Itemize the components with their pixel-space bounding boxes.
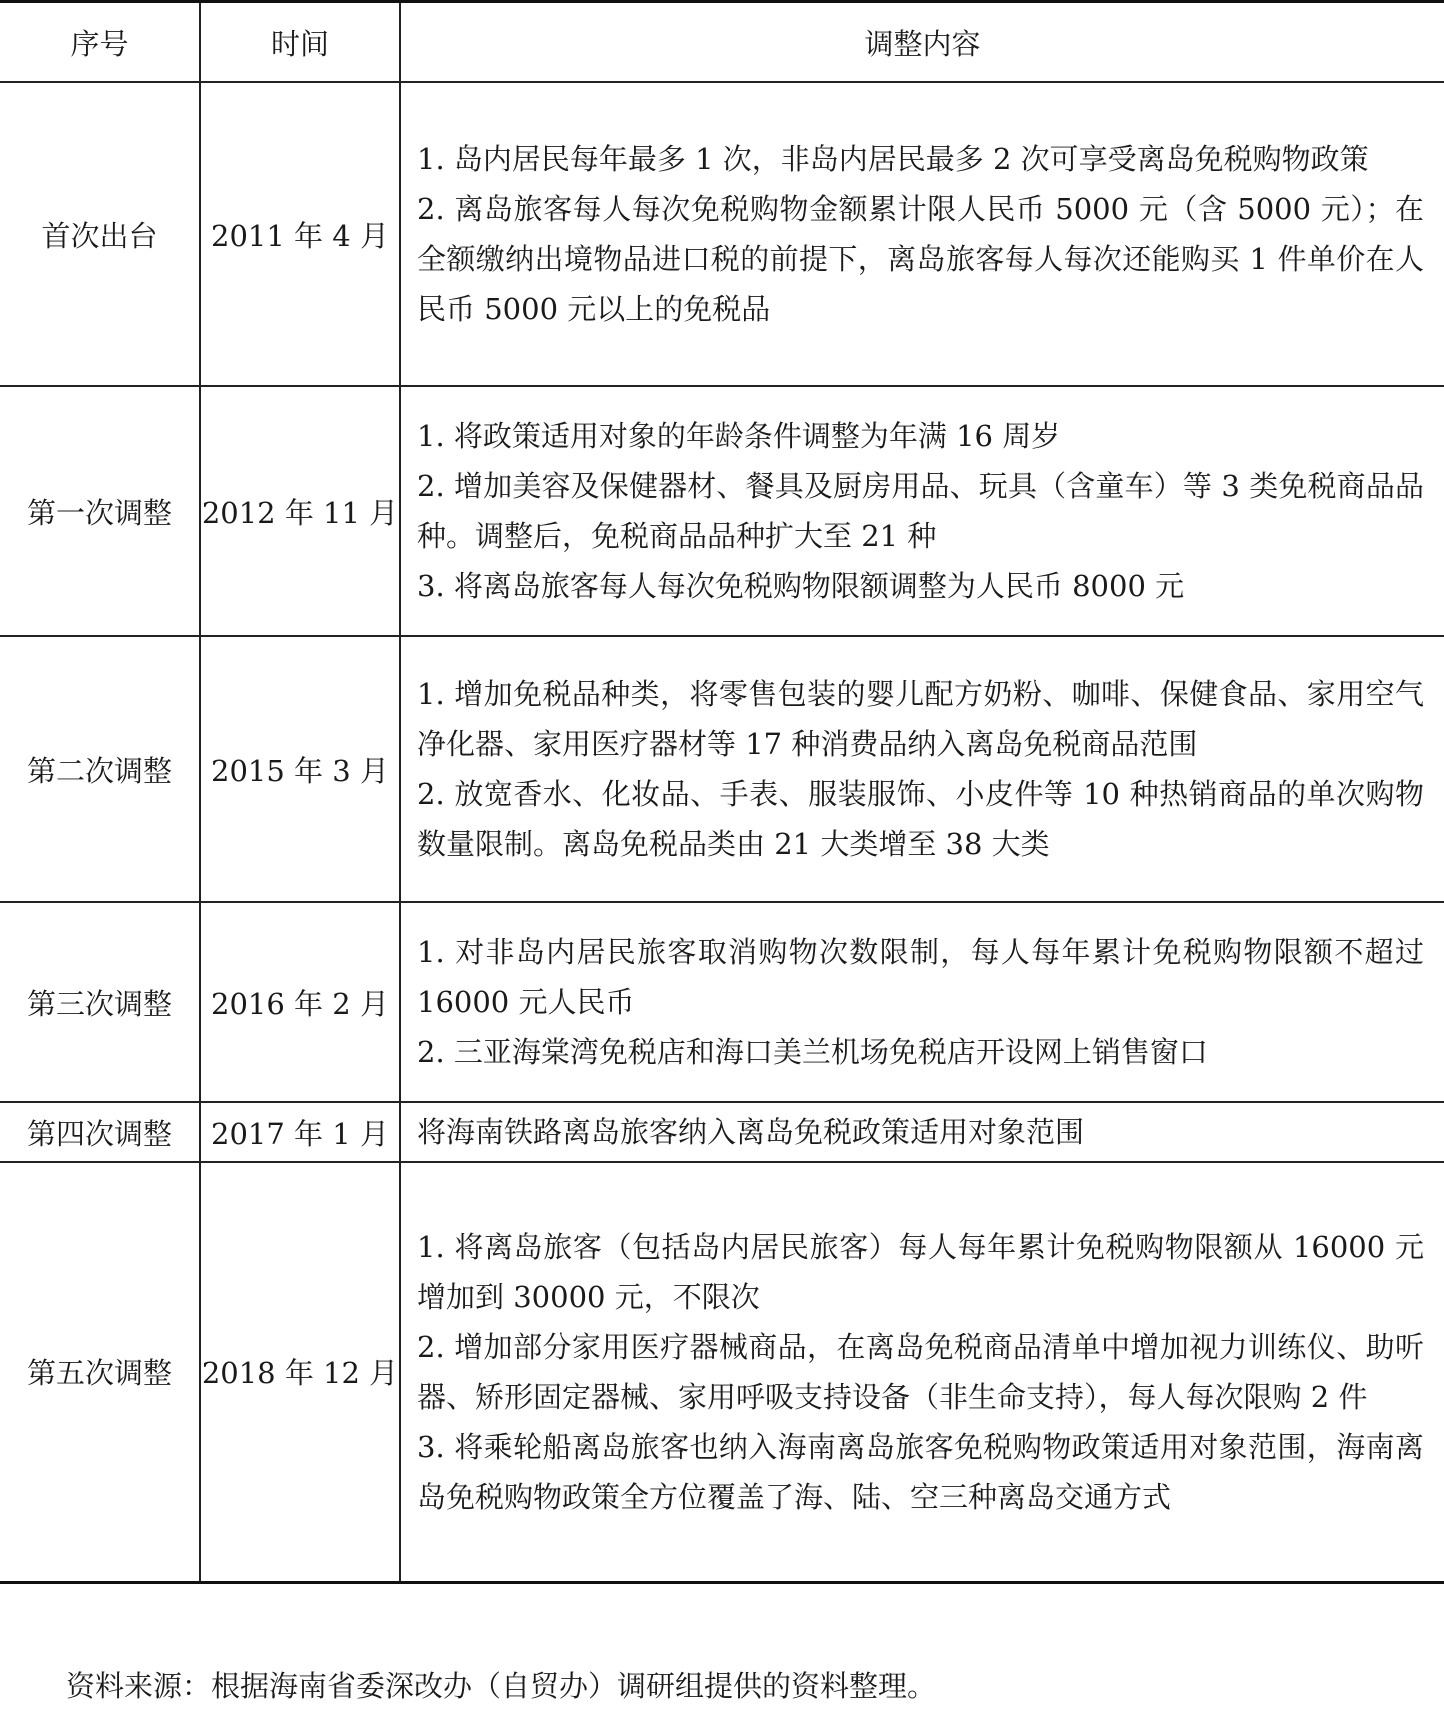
table-row [0,636,1444,902]
row-seq: 第二次调整 [0,636,200,902]
content-item: 2. 三亚海棠湾免税店和海口美兰机场免税店开设网上销售窗口 [417,1035,1208,1069]
content-item: 2. 增加部分家用医疗器械商品，在离岛免税商品清单中增加视力训练仪、助听器、矫形固定器械、家用呼吸支持设备（非生命支持），每人每次限购 2 件 [417,1329,1424,1414]
row-seq: 第五次调整 [0,1162,200,1582]
content-item: 3. 将离岛旅客每人每次免税购物限额调整为人民币 8000 元 [417,569,1185,603]
row-date: 2015 年 3 月 [200,636,400,902]
row-date: 2016 年 2 月 [200,902,400,1102]
row-seq: 第三次调整 [0,902,200,1102]
content-item: 2. 离岛旅客每人每次免税购物金额累计限人民币 5000 元（含 5000 元）；在全额缴纳出境物品进口税的前提下，离岛旅客每人每次还能购买 1 件单价在人民币 5000 元以上的免税品 [417,192,1424,326]
row-content [400,636,1444,902]
row-date: 2012 年 11 月 [200,386,400,636]
header-seq: 序号 [0,2,200,83]
table-row [0,386,1444,636]
row-content [400,1102,1444,1162]
content-item: 1. 增加免税品种类，将零售包装的婴儿配方奶粉、咖啡、保健食品、家用空气净化器、家用医疗器材等 17 种消费品纳入离岛免税商品范围 [417,677,1424,761]
content-item: 2. 增加美容及保健器材、餐具及厨房用品、玩具（含童车）等 3 类免税商品品种。调整后，免税商品品种扩大至 21 种 [417,469,1424,553]
row-date: 2011 年 4 月 [200,82,400,386]
content-item: 1. 将离岛旅客（包括岛内居民旅客）每人每年累计免税购物限额从 16000 元增加到 30000 元，不限次 [417,1229,1424,1314]
header-content: 调整内容 [400,2,1444,83]
header-date: 时间 [200,2,400,83]
header-row [0,2,1444,83]
table-row [0,902,1444,1102]
row-content [400,1162,1444,1582]
content-item: 2. 放宽香水、化妆品、手表、服装服饰、小皮件等 10 种热销商品的单次购物数量限制。离岛免税品类由 21 大类增至 38 大类 [417,777,1424,861]
content-item: 1. 岛内居民每年最多 1 次，非岛内居民最多 2 次可享受离岛免税购物政策 [417,142,1369,176]
content-item: 将海南铁路离岛旅客纳入离岛免税政策适用对象范围 [417,1115,1085,1149]
row-seq: 第一次调整 [0,386,200,636]
row-seq: 首次出台 [0,82,200,386]
content-item: 1. 将政策适用对象的年龄条件调整为年满 16 周岁 [417,419,1061,453]
content-item: 3. 将乘轮船离岛旅客也纳入海南离岛旅客免税购物政策适用对象范围，海南离岛免税购物政策全方位覆盖了海、陆、空三种离岛交通方式 [417,1429,1424,1514]
table-row [0,1162,1444,1582]
content-item: 1. 对非岛内居民旅客取消购物次数限制，每人每年累计免税购物限额不超过 16000 元人民币 [417,935,1424,1019]
row-content [400,902,1444,1102]
source-note: 资料来源：根据海南省委深改办（自贸办）调研组提供的资料整理。 [66,1669,937,1703]
table-row [0,82,1444,386]
table-row [0,1102,1444,1162]
row-content [400,82,1444,386]
row-content [400,386,1444,636]
row-date: 2018 年 12 月 [200,1162,400,1582]
row-date: 2017 年 1 月 [200,1102,400,1162]
row-seq: 第四次调整 [0,1102,200,1162]
